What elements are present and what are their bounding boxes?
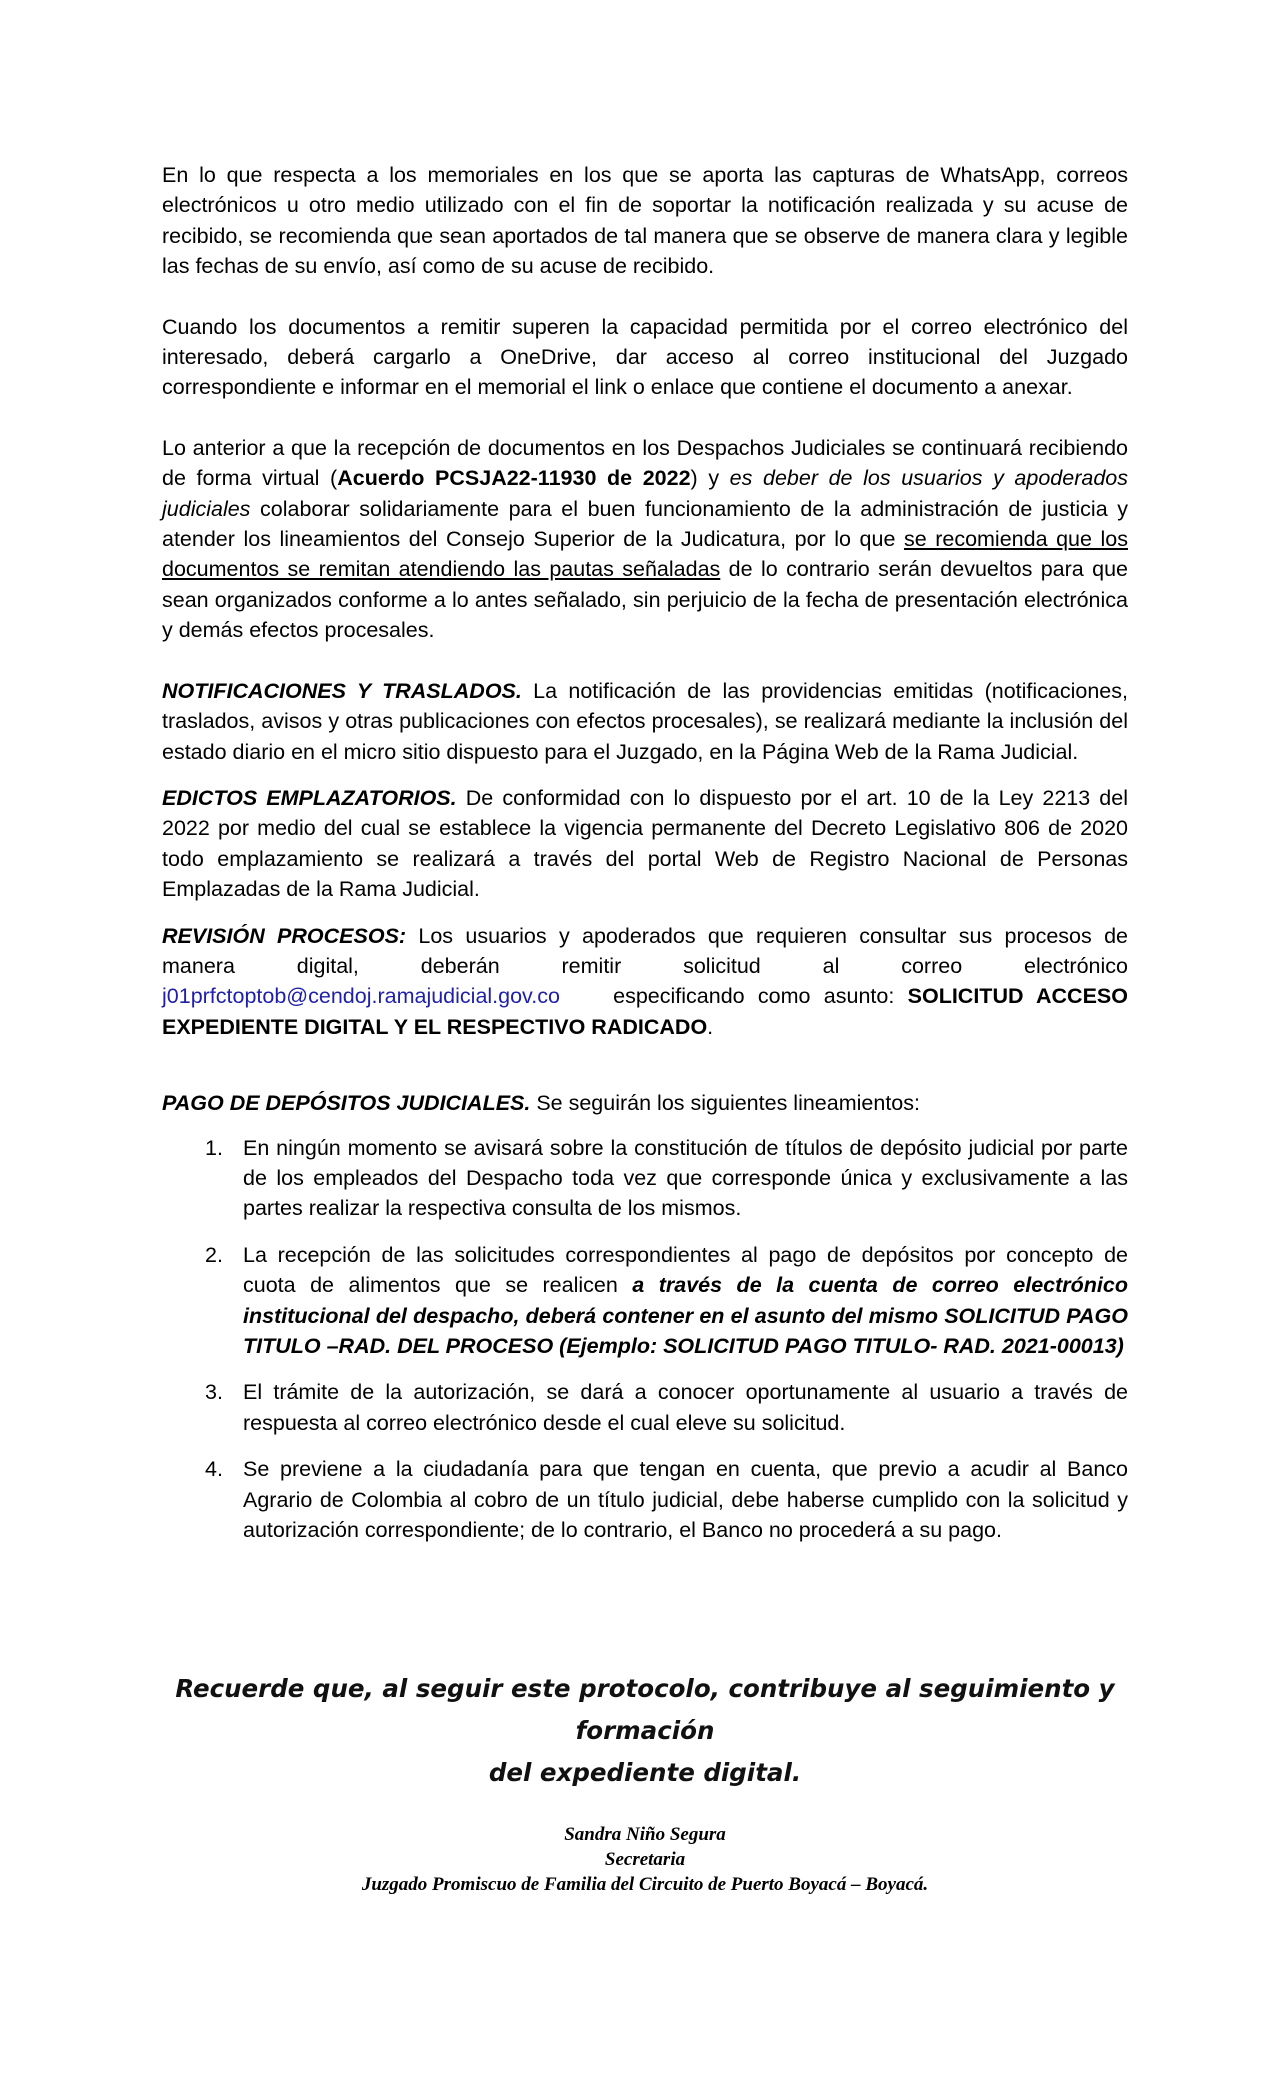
list-item-emphasis: a través de la cuenta de correo electrónico institucional del despacho, deberá contener en el asunto del mismo SOLICITUD PAGO TITULO –RAD. DEL PROCESO (Ejemplo: SOLICITUD PAGO TITULO- RAD. 2021-00013) bbox=[243, 1273, 1128, 1358]
heading-revision: REVISIÓN PROCESOS: bbox=[162, 923, 407, 948]
document-body bbox=[162, 160, 1128, 1561]
email-link[interactable]: j01prfctoptob@cendoj.ramajudicial.gov.co bbox=[162, 984, 560, 1009]
paragraph-whatsapp-captures: En lo que respecta a los memoriales en los que se aporta las capturas de WhatsApp, correos electrónicos u otro medio utilizado con el fin de soportar la notificación realizada y su acuse de recibido, se recomienda que sean aportados de tal manera que se observe de manera clara y legible las fechas de su envío, así como de su acuse de recibido. bbox=[162, 163, 1128, 279]
subject-text: SOLICITUD ACCESO EXPEDIENTE DIGITAL Y EL RESPECTIVO RADICADO bbox=[162, 984, 1128, 1039]
notificaciones-text: La notificación de las providencias emitidas (notificaciones, traslados, avisos y otras publicaciones con efectos procesales), se realizará mediante la inclusión del estado diario en el micro sitio dispuesto para el Juzgado, en la Página Web de la Rama Judicial. bbox=[162, 678, 1128, 764]
signer-name: Sandra Niño Segura bbox=[564, 1824, 726, 1845]
section-pago bbox=[162, 1088, 1128, 1118]
list-number: 1. bbox=[205, 1135, 223, 1160]
list-item bbox=[162, 1377, 1128, 1438]
list-number: 3. bbox=[205, 1380, 223, 1405]
paragraph-virtual-reception bbox=[162, 433, 1128, 646]
closing-line-1: Recuerde que, al seguir este protocolo, contribuye al seguimiento y formación bbox=[175, 1674, 1115, 1745]
signer-role: Secretaria bbox=[604, 1849, 686, 1870]
section-revision bbox=[162, 921, 1128, 1043]
text-segment: de lo contrario serán devueltos para que sean organizados conforme a lo antes señalado, sin perjuicio de la fecha de presentación electrónica y demás efectos procesales. bbox=[162, 557, 1128, 643]
edictos-text: De conformidad con lo dispuesto por el art. 10 de la Ley 2213 del 2022 por medio del cual se establece la vigencia permanente del Decreto Legislativo 806 de 2020 todo emplazamiento se realizará a través del portal Web de Registro Nacional de Personas Emplazadas de la Rama Judicial. bbox=[162, 785, 1128, 902]
pago-guidelines-list bbox=[162, 1133, 1128, 1546]
list-item-text: El trámite de la autorización, se dará a conocer oportunamente al usuario a través de respuesta al correo electrónico desde el cual eleve su solicitud. bbox=[243, 1380, 1128, 1435]
text-segment: colaborar solidariamente para el buen funcionamiento de la administración de justicia y atender los lineamientos del Consejo Superior de la Judicatura, por lo que bbox=[162, 496, 1128, 552]
signature-block bbox=[162, 1822, 1128, 1897]
list-item-text: Se previene a la ciudadanía para que tengan en cuenta, que previo a acudir al Banco Agrario de Colombia al cobro de un título judicial, debe haberse cumplido con la solicitud y autorización correspondiente; de lo contrario, el Banco no procederá a su pago. bbox=[243, 1457, 1128, 1543]
heading-notificaciones: NOTIFICACIONES Y TRASLADOS. bbox=[162, 678, 522, 703]
section-edictos bbox=[162, 783, 1128, 905]
deber-emphasis: es deber de los usuarios y apoderados judiciales bbox=[162, 466, 1128, 521]
text-segment: ) y bbox=[690, 466, 730, 491]
recommendation-underlined: se recomienda que los documentos se remitan atendiendo las pautas señaladas bbox=[162, 527, 1128, 582]
list-item-text: La recepción de las solicitudes correspondientes al pago de depósitos por concepto de cuota de alimentos que se realicen bbox=[243, 1242, 1128, 1298]
section-notificaciones bbox=[162, 676, 1128, 767]
list-number: 2. bbox=[205, 1242, 223, 1267]
revision-end: . bbox=[707, 1014, 714, 1039]
list-item bbox=[162, 1240, 1128, 1362]
text-segment: Lo anterior a que la recepción de documentos en los Despachos Judiciales se continuará recibiendo de forma virtual ( bbox=[162, 435, 1128, 491]
closing-message bbox=[162, 1668, 1128, 1794]
signer-office: Juzgado Promiscuo de Familia del Circuito de Puerto Boyacá – Boyacá. bbox=[361, 1874, 929, 1895]
list-item-text: En ningún momento se avisará sobre la constitución de títulos de depósito judicial por parte de los empleados del Despacho toda vez que corresponde única y exclusivamente a las partes realizar la respectiva consulta de los mismos. bbox=[243, 1135, 1128, 1221]
revision-text: Los usuarios y apoderados que requieren consultar sus procesos de manera digital, deberán remitir solicitud al correo electrónico bbox=[162, 923, 1128, 978]
heading-edictos: EDICTOS EMPLAZATORIOS. bbox=[162, 785, 457, 810]
list-number: 4. bbox=[205, 1457, 223, 1482]
list-item bbox=[162, 1454, 1128, 1545]
closing-line-2: del expediente digital. bbox=[488, 1758, 802, 1787]
paragraph-onedrive: Cuando los documentos a remitir superen la capacidad permitida por el correo electrónico del interesado, deberá cargarlo a OneDrive, dar acceso al correo institucional del Juzgado correspondiente e informar en el memorial el link o enlace que contiene el documento a anexar. bbox=[162, 314, 1128, 400]
pago-text: Se seguirán los siguientes lineamientos: bbox=[530, 1091, 920, 1116]
revision-text: especificando como asunto: bbox=[599, 984, 908, 1009]
acuerdo-reference: Acuerdo PCSJA22-11930 de 2022 bbox=[337, 466, 691, 491]
list-item bbox=[162, 1133, 1128, 1224]
heading-pago: PAGO DE DEPÓSITOS JUDICIALES. bbox=[162, 1091, 531, 1116]
